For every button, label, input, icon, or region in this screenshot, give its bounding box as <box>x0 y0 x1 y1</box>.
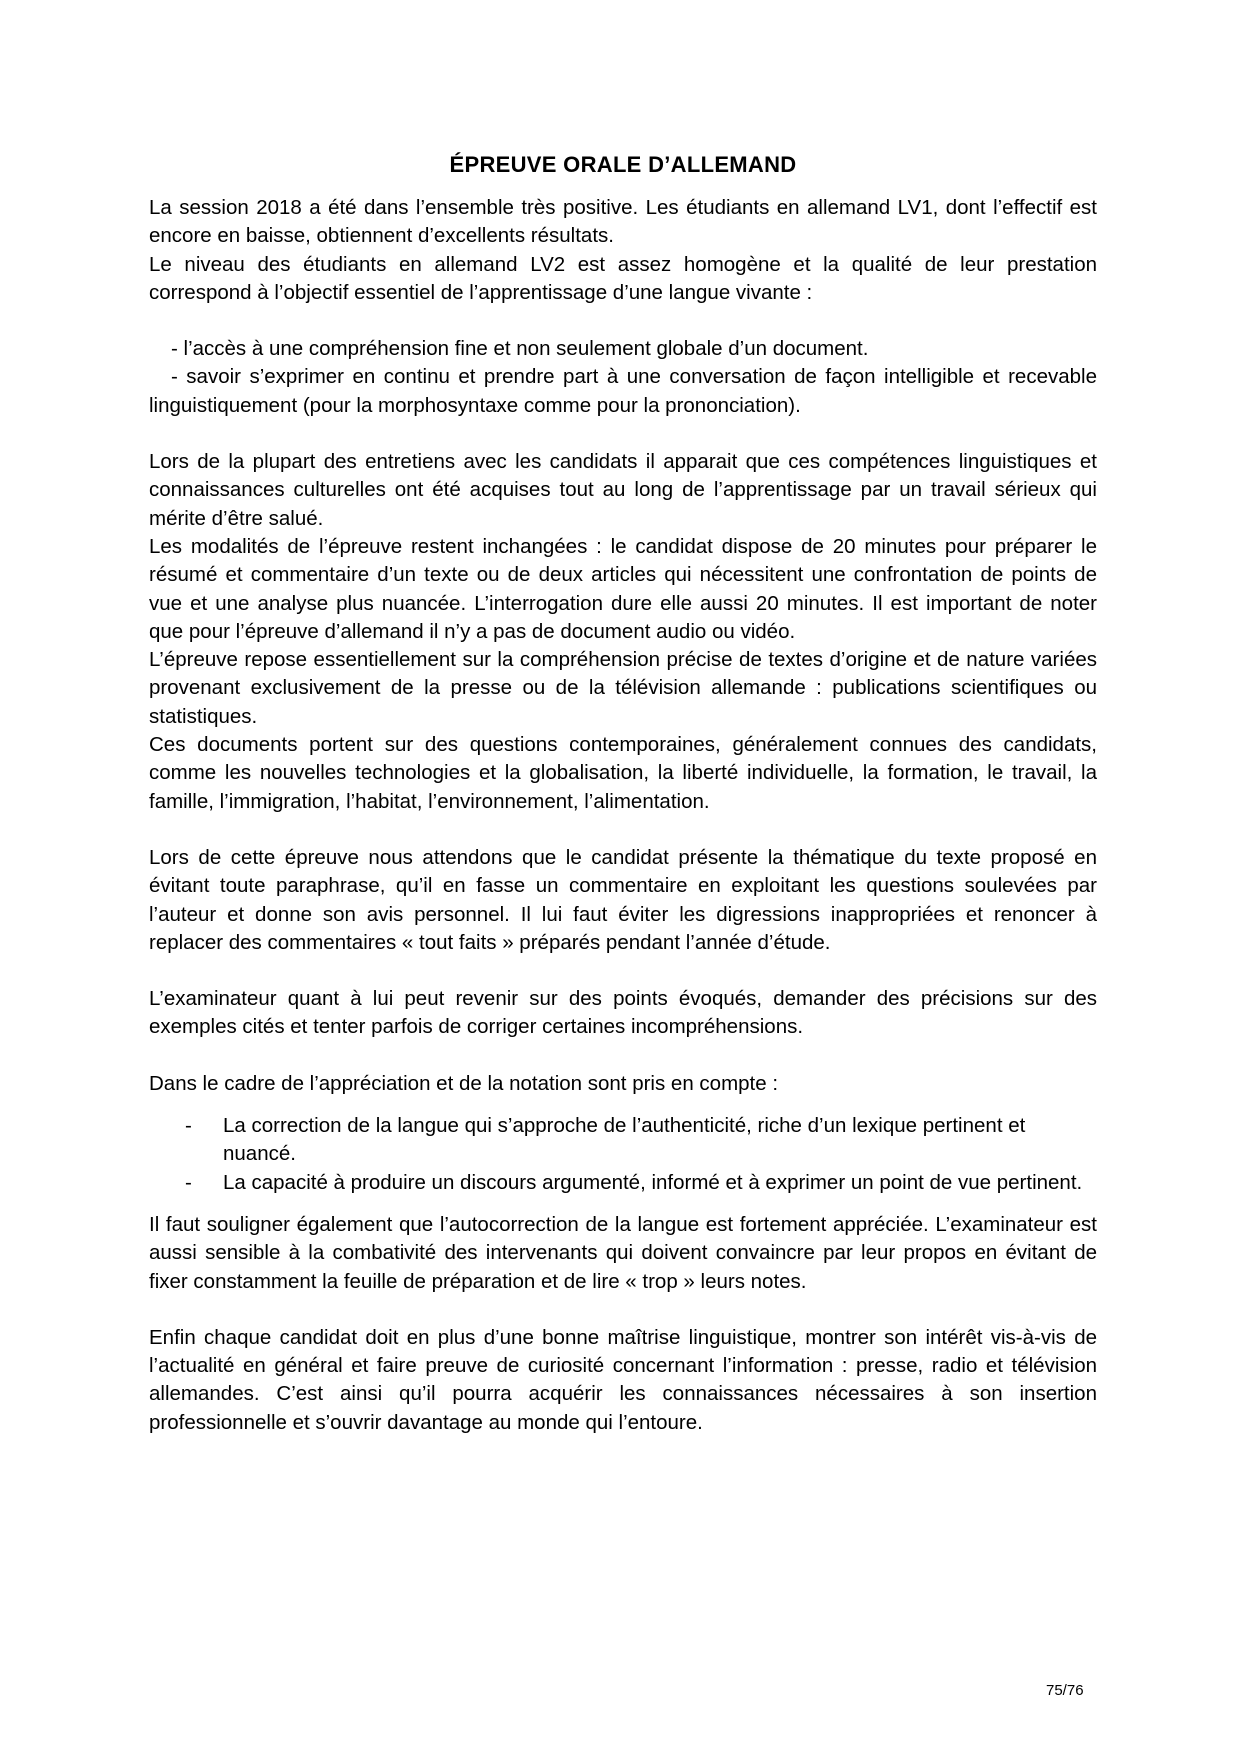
objective-item-1: - l’accès à une compréhension fine et non seulement globale d’un document. <box>171 337 869 361</box>
document-page <box>149 150 1097 1437</box>
page-number: 75/76 <box>1046 1682 1084 1699</box>
body-paragraph-2: Les modalités de l’épreuve restent inchangées : le candidat dispose de 20 minutes pour préparer le résumé et commentaire d’un texte ou de deux articles qui nécessitent une confrontation de points de vue et une analyse plus nuancée. L’interrogation dure elle aussi 20 minutes. Il est important de noter que pour l’épreuve d’allemand il n’y a pas de document audio ou vidéo. <box>149 534 1097 643</box>
criteria-text: La correction de la langue qui s’approche de l’authenticité, riche d’un lexique pertinent et nuancé. <box>223 1114 1026 1166</box>
list-item <box>149 1169 1097 1197</box>
objective-item-2: - savoir s’exprimer en continu et prendre part à une conversation de façon intelligible et recevable linguistiquement (pour la morphosyntaxe comme pour la prononciation). <box>149 365 1097 417</box>
list-item <box>149 1112 1097 1169</box>
intro-paragraph-1: La session 2018 a été dans l’ensemble très positive. Les étudiants en allemand LV1, dont l’effectif est encore en baisse, obtiennent d’excellents résultats. <box>149 196 1097 248</box>
conclusion-paragraph: Enfin chaque candidat doit en plus d’une bonne maîtrise linguistique, montrer son intérêt vis-à-vis de l’actualité en général et faire preuve de curiosité concernant l’information : presse, radio et télévision allemandes. C’est ainsi qu’il pourra acquérir les connaissances nécessaires à son insertion professionnelle et s’ouvrir davantage au monde qui l’entoure. <box>149 1325 1097 1434</box>
page-title: ÉPREUVE ORALE D’ALLEMAND <box>449 152 797 177</box>
body-paragraph-1: Lors de la plupart des entretiens avec les candidats il apparait que ces compétences linguistiques et connaissances culturelles ont été acquises tout au long de l’apprentissage par un travail sérieux qui mérite d’être salué. <box>149 450 1097 530</box>
criteria-text: La capacité à produire un discours argumenté, informé et à exprimer un point de vue pertinent. <box>223 1170 1083 1194</box>
dash-bullet: - <box>185 1170 192 1194</box>
dash-bullet: - <box>185 1114 192 1138</box>
expectations-paragraph: Lors de cette épreuve nous attendons que le candidat présente la thématique du texte proposé en évitant toute paraphrase, qu’il en fasse un commentaire en exploitant les questions soulevées par l’auteur et donne son avis personnel. Il lui faut éviter les digressions inappropriées et renoncer à replacer des commentaires « tout faits » préparés pendant l’année d’étude. <box>149 845 1097 954</box>
examiner-paragraph: L’examinateur quant à lui peut revenir sur des points évoqués, demander des précisions sur des exemples cités et tenter parfois de corriger certaines incompréhensions. <box>149 987 1097 1039</box>
autocorrection-paragraph: Il faut souligner également que l’autocorrection de la langue est fortement appréciée. L’examinateur est aussi sensible à la combativité des intervenants qui doivent convaincre par leur propos en évitant de fixer constamment la feuille de préparation et de lire « trop » leurs notes. <box>149 1212 1097 1293</box>
criteria-list <box>149 1112 1097 1197</box>
body-paragraph-4: Ces documents portent sur des questions contemporaines, généralement connues des candidats, comme les nouvelles technologies et la globalisation, la liberté individuelle, la formation, le travail, la famille, l’immigration, l’habitat, l’environnement, l’alimentation. <box>149 733 1097 813</box>
criteria-intro: Dans le cadre de l’appréciation et de la notation sont pris en compte : <box>149 1071 779 1095</box>
body-paragraph-3: L’épreuve repose essentiellement sur la compréhension précise de textes d’origine et de nature variées provenant exclusivement de la presse ou de la télévision allemande : publications scientifiques ou statistiques. <box>149 648 1097 728</box>
intro-paragraph-2: Le niveau des étudiants en allemand LV2 est assez homogène et la qualité de leur prestation correspond à l’objectif essentiel de l’apprentissage d’une langue vivante : <box>149 252 1097 304</box>
